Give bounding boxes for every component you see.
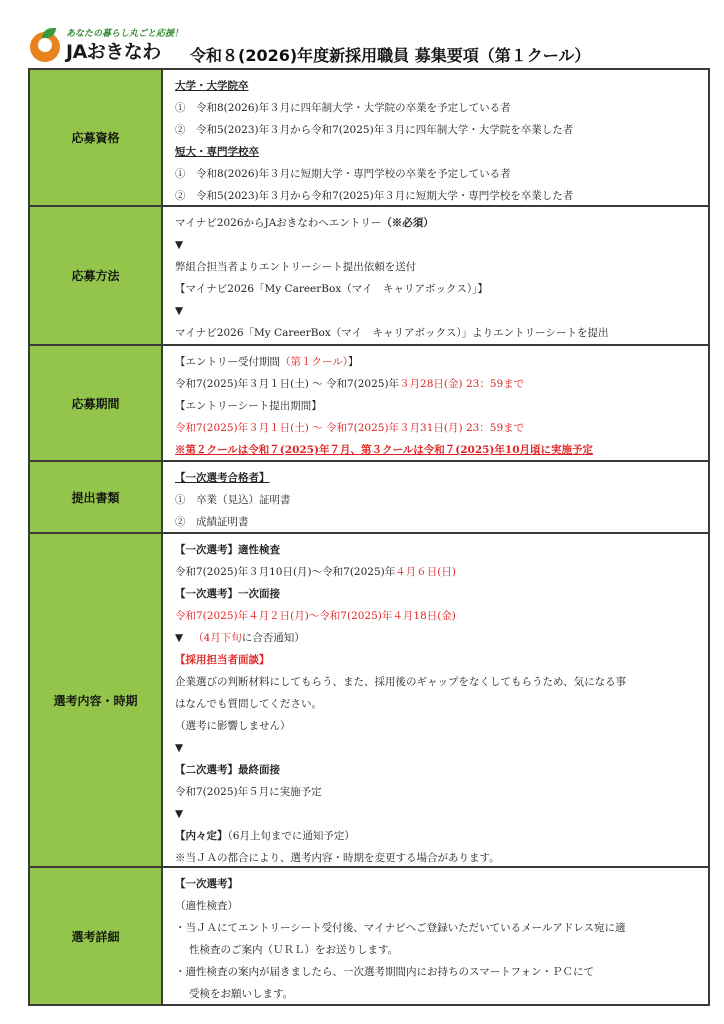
- details-bullet-cont: 受検をお願いします。: [189, 988, 294, 1000]
- details-bullet-cont: 性検査のご案内（ＵＲＬ）をお送りします。: [189, 944, 399, 956]
- list-item: ② 令和5(2023)年３月から令和7(2025)年３月に短期大学・専門学校を卒業した者: [175, 190, 574, 202]
- interview-text: はなんでも質問してください。: [175, 698, 322, 710]
- row-content: [163, 70, 708, 205]
- ja-okinawa-logo: [30, 24, 184, 64]
- row-content: [163, 207, 708, 344]
- text-part: 【エントリー受付期間: [175, 356, 280, 368]
- naitei-note: （6月上旬までに通知予定）: [227, 830, 355, 842]
- naitei-heading: 【内々定】: [175, 830, 228, 842]
- method-line: 弊組合担当者よりエントリーシート提出依頼を送付: [175, 261, 417, 273]
- list-item: ① 卒業（見込）証明書: [175, 494, 291, 506]
- page-header: [0, 0, 724, 68]
- text-part: ３月28日(金) 23：59まで: [399, 378, 525, 390]
- logo-name: JAおきなわ: [66, 41, 161, 63]
- interview-note: （選考に影響しません）: [175, 720, 291, 732]
- arrow-down-icon: ▼: [175, 632, 184, 644]
- details-bullet: ・当ＪＡにてエントリーシート受付後、マイナビへご登録いただいているメールアドレス宛に適: [175, 922, 626, 934]
- recruitment-table: [28, 68, 710, 1006]
- row-eligibility: [30, 70, 708, 207]
- entry-text: マイナビ2026からJAおきなわへエントリー: [175, 217, 382, 229]
- logo-tagline: あなたの暮らし丸ごと応援！: [66, 29, 184, 39]
- row-method: [30, 207, 708, 346]
- row-details: [30, 868, 708, 1004]
- univ-heading: 大学・大学院卒: [175, 80, 249, 92]
- row-period: [30, 346, 708, 462]
- text-part: ４月６日(日): [395, 566, 456, 578]
- list-item: ① 令和8(2026)年３月に四年制大学・大学院の卒業を予定している者: [175, 102, 511, 114]
- selection-disclaimer: ※当ＪＡの都合により、選考内容・時期を変更する場合があります。: [175, 852, 500, 864]
- details-bullet: ・適性検査の案内が届きましたら、一次選考期間内にお持ちのスマートフォン・ＰＣにて: [175, 966, 594, 978]
- recruiter-interview-heading: 【採用担当者面談】: [175, 654, 270, 666]
- arrow-down-icon: ▼: [175, 808, 184, 820]
- row-label: 応募期間: [30, 346, 163, 460]
- junior-college-heading: 短大・専門学校卒: [175, 146, 259, 158]
- row-content: [163, 346, 708, 460]
- row-label: 提出書類: [30, 462, 163, 532]
- second-screening-date: 令和7(2025)年５月に実施予定: [175, 786, 322, 798]
- row-label: 選考詳細: [30, 868, 163, 1004]
- text-part: 】: [348, 356, 359, 368]
- arrow-down-icon: ▼: [175, 239, 184, 251]
- second-screening-heading: 【二次選考】最終面接: [175, 764, 280, 776]
- text-part: 令和7(2025)年３月１日(土) ～ 令和7(2025)年: [175, 378, 400, 390]
- first-interview-dates: 令和7(2025)年４月２日(月)～令和7(2025)年４月18日(金): [175, 610, 456, 622]
- text-part: に合否通知）: [241, 632, 305, 644]
- sheet-period-dates: 令和7(2025)年３月１日(土) ～ 令和7(2025)年３月31日(月) 23：59まで: [175, 422, 525, 434]
- interview-text: 企業選びの判断材料にしてもらう、また、採用後のギャップをなくしてもらうため、気になる事: [175, 676, 627, 688]
- row-documents: [30, 462, 708, 534]
- entry-period-heading: [175, 351, 702, 373]
- list-item: ① 令和8(2026)年３月に短期大学・専門学校の卒業を予定している者: [175, 168, 511, 180]
- list-item: ② 令和5(2023)年３月から令和7(2025)年３月に四年制大学・大学院を卒業した者: [175, 124, 574, 136]
- row-content: [163, 868, 708, 1004]
- row-label: 選考内容・時期: [30, 534, 163, 866]
- aptitude-dates: [175, 561, 702, 583]
- details-sub: （適性検査）: [175, 900, 238, 912]
- method-line: 【マイナビ2026「My CareerBox（マイ キャリアボックス）」】: [175, 283, 488, 295]
- cool-schedule-note: ※第２クールは令和７(2025)年７月、第３クールは令和７(2025)年10月頃に実施予定: [175, 444, 594, 456]
- result-notice: [175, 627, 702, 649]
- row-selection: [30, 534, 708, 868]
- row-label: 応募資格: [30, 70, 163, 205]
- required-note: （※必須）: [381, 217, 434, 229]
- method-line: マイナビ2026「My CareerBox（マイ キャリアボックス）」よりエントリーシートを提出: [175, 327, 609, 339]
- row-label: 応募方法: [30, 207, 163, 344]
- first-interview-heading: 【一次選考】一次面接: [175, 588, 280, 600]
- details-heading: 【一次選考】: [175, 878, 238, 890]
- entry-period-dates: [175, 373, 702, 395]
- method-line: [175, 212, 702, 234]
- documents-heading: 【一次選考合格者】: [175, 472, 270, 484]
- text-part: （4月下旬: [193, 632, 242, 644]
- naitei-line: [175, 825, 702, 847]
- row-content: [163, 534, 708, 866]
- text-part: （第１クール）: [280, 356, 349, 368]
- sheet-period-heading: 【エントリーシート提出期間】: [175, 400, 322, 412]
- text-part: 令和7(2025)年３月10日(月)～令和7(2025)年: [175, 566, 396, 578]
- list-item: ② 成績証明書: [175, 516, 249, 528]
- document-title: 令和８(2026)年度新採用職員 募集要項（第１クール）: [190, 46, 591, 65]
- arrow-down-icon: ▼: [175, 305, 184, 317]
- row-content: [163, 462, 708, 532]
- first-screening-aptitude-heading: 【一次選考】適性検査: [175, 544, 280, 556]
- arrow-down-icon: ▼: [175, 742, 184, 754]
